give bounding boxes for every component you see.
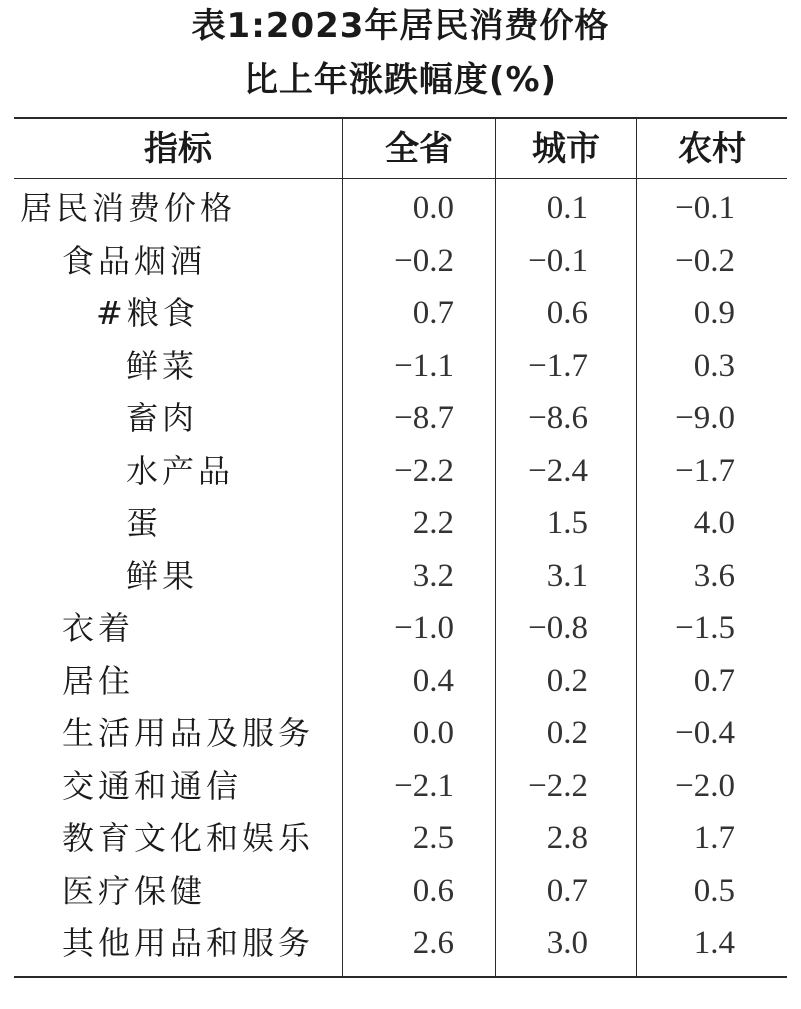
rural-value: −0.2 [675, 242, 735, 279]
urban-value: −2.4 [528, 452, 588, 489]
table-title: 表1:2023年居民消费价格 [191, 6, 610, 46]
column-header-urban: 城市 [532, 129, 600, 169]
column-header-indicator: 指标 [144, 129, 212, 169]
table-row [0, 917, 801, 970]
table-row [0, 235, 801, 288]
urban-value: 0.6 [546, 295, 588, 331]
rural-value: 0.9 [693, 295, 735, 331]
table-row [0, 655, 801, 708]
table-body [0, 182, 801, 970]
table-top-rule [14, 117, 787, 119]
urban-value: −0.1 [528, 242, 588, 279]
rural-value: −0.4 [675, 715, 735, 751]
urban-value: 0.1 [546, 190, 588, 226]
row-label: 食品烟酒 [62, 241, 207, 280]
row-label: 畜肉 [126, 399, 199, 437]
table-row [0, 392, 801, 445]
province-value: −8.7 [394, 400, 454, 436]
urban-value: 2.8 [546, 820, 588, 856]
province-value: 0.4 [412, 662, 454, 699]
row-label: 居住 [62, 661, 135, 700]
rural-value: −1.7 [675, 452, 735, 489]
province-value: 0.6 [412, 872, 454, 909]
rural-value: 0.5 [693, 872, 735, 909]
column-header-province: 全省 [385, 129, 453, 169]
row-label: 蛋 [126, 504, 163, 542]
urban-value: −2.2 [528, 767, 588, 804]
urban-value: 0.2 [546, 662, 588, 699]
province-value: −1.0 [394, 610, 454, 646]
row-label: 水产品 [126, 451, 235, 490]
rural-value: 0.3 [693, 347, 735, 384]
table-subtitle: 比上年涨跌幅度(%) [243, 60, 558, 100]
row-label: #粮食 [96, 294, 199, 332]
province-value: −0.2 [394, 242, 454, 279]
row-label: 衣着 [62, 609, 135, 647]
province-value: 2.2 [412, 505, 454, 541]
urban-value: −0.8 [528, 610, 588, 646]
urban-value: −8.6 [528, 400, 588, 436]
rural-value: −1.5 [675, 610, 735, 646]
rural-value: 4.0 [693, 505, 735, 541]
urban-value: 0.2 [546, 715, 588, 751]
rural-value: −0.1 [675, 190, 735, 226]
table-row [0, 497, 801, 550]
table-row [0, 287, 801, 340]
rural-value: −9.0 [675, 400, 735, 436]
province-value: −2.1 [394, 767, 454, 804]
urban-value: 1.5 [546, 505, 588, 541]
table-row [0, 445, 801, 498]
province-value: 2.6 [412, 925, 454, 961]
province-value: −1.1 [394, 347, 454, 384]
table-row [0, 812, 801, 865]
province-value: 2.5 [412, 820, 454, 856]
row-label: 医疗保健 [62, 871, 207, 910]
row-label: 教育文化和娱乐 [62, 819, 315, 857]
province-value: 0.7 [412, 295, 454, 331]
table-row [0, 182, 801, 235]
table-row [0, 602, 801, 655]
urban-value: 3.1 [546, 557, 588, 594]
province-value: 0.0 [412, 190, 454, 226]
urban-value: −1.7 [528, 347, 588, 384]
row-label: 交通和通信 [62, 766, 243, 805]
rural-value: 3.6 [693, 557, 735, 594]
urban-value: 3.0 [546, 925, 588, 961]
table-row [0, 865, 801, 918]
province-value: 0.0 [412, 715, 454, 751]
table-row [0, 707, 801, 760]
row-label: 居民消费价格 [20, 189, 237, 227]
table-bottom-rule [14, 976, 787, 978]
province-value: 3.2 [412, 557, 454, 594]
row-label: 生活用品及服务 [62, 714, 315, 752]
urban-value: 0.7 [546, 872, 588, 909]
table-header-rule [14, 178, 787, 179]
rural-value: 0.7 [693, 662, 735, 699]
column-header-rural: 农村 [678, 129, 746, 169]
rural-value: 1.4 [693, 925, 735, 961]
rural-value: −2.0 [675, 767, 735, 804]
table-row [0, 760, 801, 813]
row-label: 鲜菜 [126, 346, 199, 385]
rural-value: 1.7 [693, 820, 735, 856]
province-value: −2.2 [394, 452, 454, 489]
table-row [0, 340, 801, 393]
row-label: 其他用品和服务 [62, 924, 315, 962]
row-label: 鲜果 [126, 556, 199, 595]
table-row [0, 550, 801, 603]
